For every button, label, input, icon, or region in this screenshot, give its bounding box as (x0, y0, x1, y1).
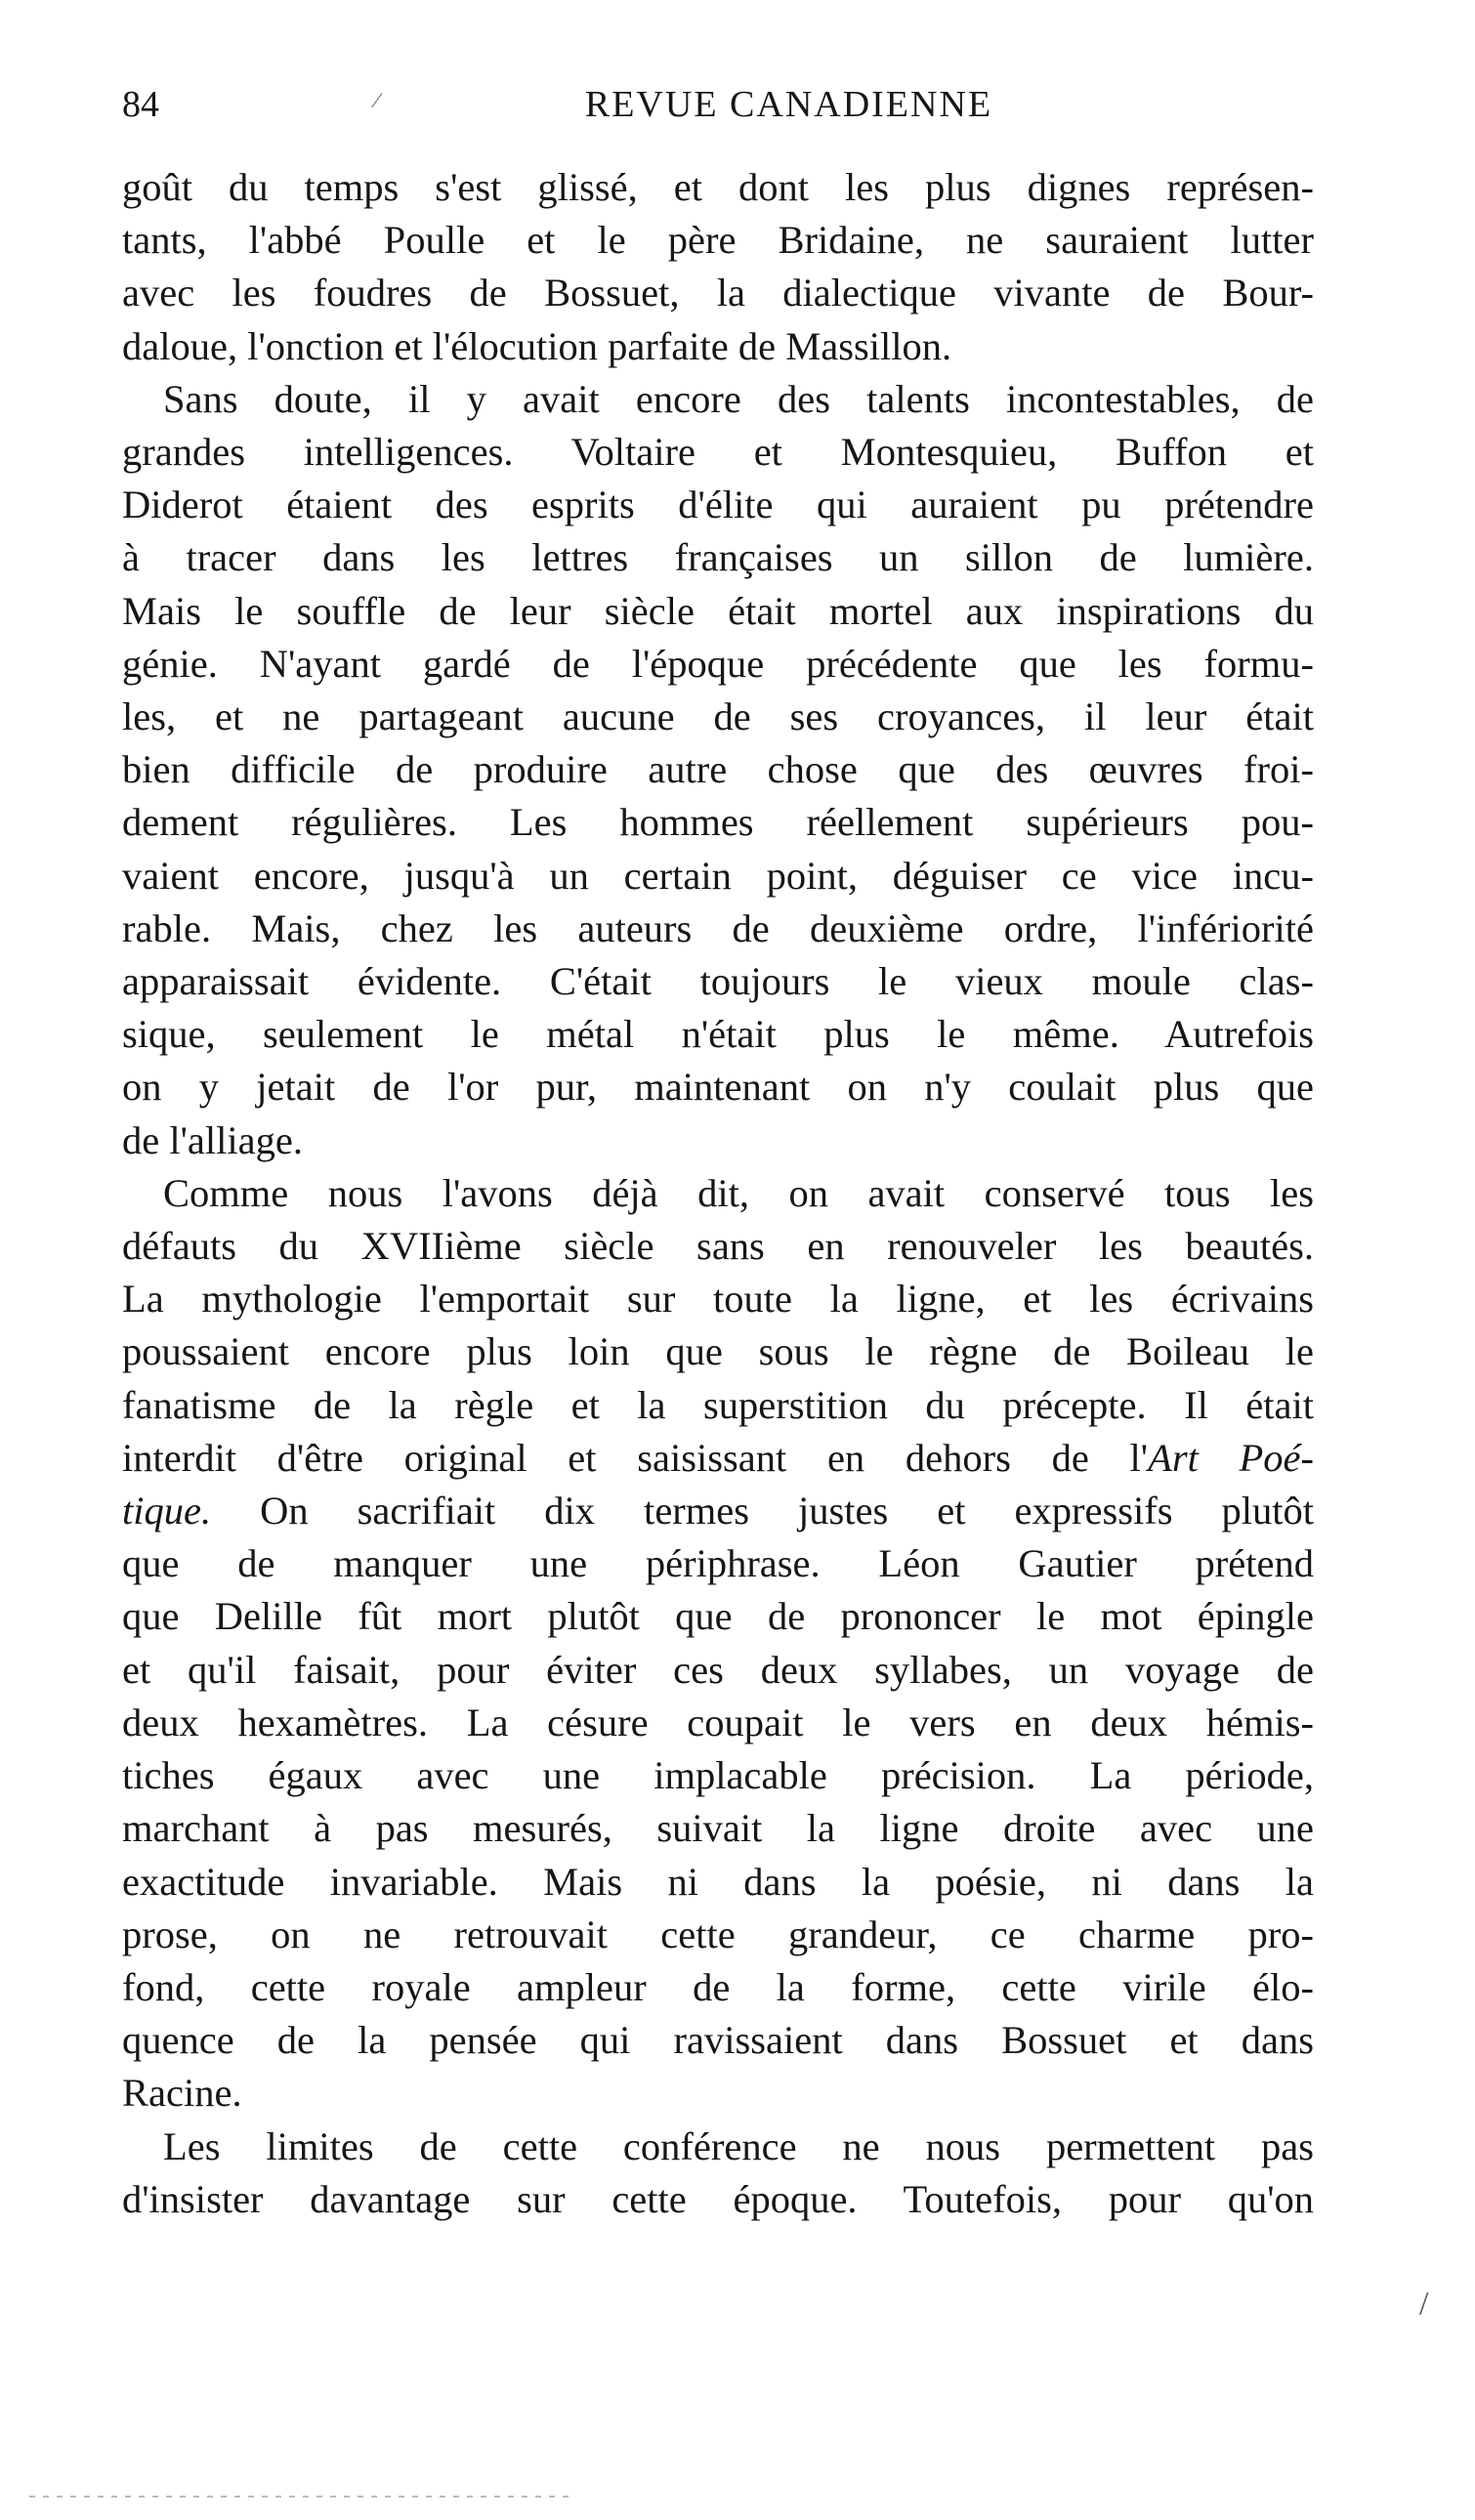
page-number: 84 (122, 84, 159, 125)
paragraph (122, 2121, 1314, 2226)
text-line: interdit d'être original et saisissant en dehors de l'Art Poé- (122, 1435, 1314, 1480)
text-line: avec les foudres de Bossuet, la dialectique vivante de Bour- (122, 271, 1314, 315)
text-line: dement régulières. Les hommes réellement supérieurs pou- (122, 800, 1314, 845)
text-line: tants, l'abbé Poulle et le père Bridaine, ne sauraient lutter (122, 218, 1314, 263)
text-line: exactitude invariable. Mais ni dans la poésie, ni dans la (122, 1859, 1314, 1904)
paragraph (122, 373, 1314, 1167)
text-line: bien difficile de produire autre chose que des œuvres froi- (122, 747, 1314, 792)
text-line: défauts du XVIIième siècle sans en renouveler les beautés. (122, 1224, 1314, 1269)
text-line: Mais le souffle de leur siècle était mortel aux inspirations du (122, 588, 1314, 633)
text-line: que de manquer une périphrase. Léon Gautier prétend (122, 1541, 1314, 1586)
text-line: les, et ne partageant aucune de ses croyances, il leur était (122, 694, 1314, 739)
text-line: marchant à pas mesurés, suivait la ligne droite avec une (122, 1806, 1314, 1851)
text-line: de l'alliage. (122, 1117, 303, 1162)
text-line: sique, seulement le métal n'était plus le même. Autrefois (122, 1012, 1314, 1057)
text-line: Les limites de cette conférence ne nous permettent pas (163, 2123, 1314, 2168)
text-line: d'insister davantage sur cette époque. Toutefois, pour qu'on (122, 2176, 1314, 2221)
text-line: Sans doute, il y avait encore des talents incontestables, de (163, 376, 1314, 421)
scan-mark: ⁄ (375, 88, 379, 112)
text-line: tiches égaux avec une implacable précision. La période, (122, 1753, 1314, 1798)
text-line: apparaissait évidente. C'était toujours le vieux moule clas- (122, 959, 1314, 1004)
text-line: prose, on ne retrouvait cette grandeur, ce charme pro- (122, 1911, 1314, 1956)
text-line: fond, cette royale ampleur de la forme, cette virile élo- (122, 1964, 1314, 2009)
paragraph (122, 161, 1314, 373)
text-line: Diderot étaient des esprits d'élite qui auraient pu prétendre (122, 483, 1314, 527)
text-line: poussaient encore plus loin que sous le règne de Boileau le (122, 1329, 1314, 1374)
text-line: Racine. (122, 2071, 242, 2116)
text-line: goût du temps s'est glissé, et dont les plus dignes représen- (122, 165, 1314, 209)
text-line: génie. N'ayant gardé de l'époque précédente que les formu- (122, 641, 1314, 686)
paragraph (122, 1167, 1314, 2121)
text-line: rable. Mais, chez les auteurs de deuxième ordre, l'infériorité (122, 905, 1314, 950)
paragraph-container (122, 161, 1314, 2226)
text-line: tique. On sacrifiait dix termes justes et expressifs plutôt (122, 1489, 1314, 1533)
text-line: La mythologie l'emportait sur toute la ligne, et les écrivains (122, 1277, 1314, 1322)
text-line: Comme nous l'avons déjà dit, on avait conservé tous les (163, 1170, 1314, 1215)
text-line: quence de la pensée qui ravissaient dans Bossuet et dans (122, 2018, 1314, 2063)
text-line: fanatisme de la règle et la superstition du précepte. Il était (122, 1382, 1314, 1427)
scan-mark: / (1419, 2286, 1429, 2322)
text-line: que Delille fût mort plutôt que de prononcer le mot épingle (122, 1594, 1314, 1639)
text-line: daloue, l'onction et l'élocution parfaite de Massillon. (122, 323, 952, 368)
body-text (122, 161, 1314, 2226)
text-line: grandes intelligences. Voltaire et Montesquieu, Buffon et (122, 430, 1314, 475)
text-line: deux hexamètres. La césure coupait le vers en deux hémis- (122, 1700, 1314, 1744)
text-line: vaient encore, jusqu'à un certain point, déguiser ce vice incu- (122, 853, 1314, 898)
text-line: on y jetait de l'or pur, maintenant on n'y coulait plus que (122, 1065, 1314, 1110)
scan-noise (29, 2496, 576, 2498)
page-header (122, 80, 1309, 129)
running-title: REVUE CANADIENNE (584, 84, 993, 125)
text-line: et qu'il faisait, pour éviter ces deux syllabes, un voyage de (122, 1647, 1314, 1692)
text-line: à tracer dans les lettres françaises un sillon de lumière. (122, 535, 1314, 580)
